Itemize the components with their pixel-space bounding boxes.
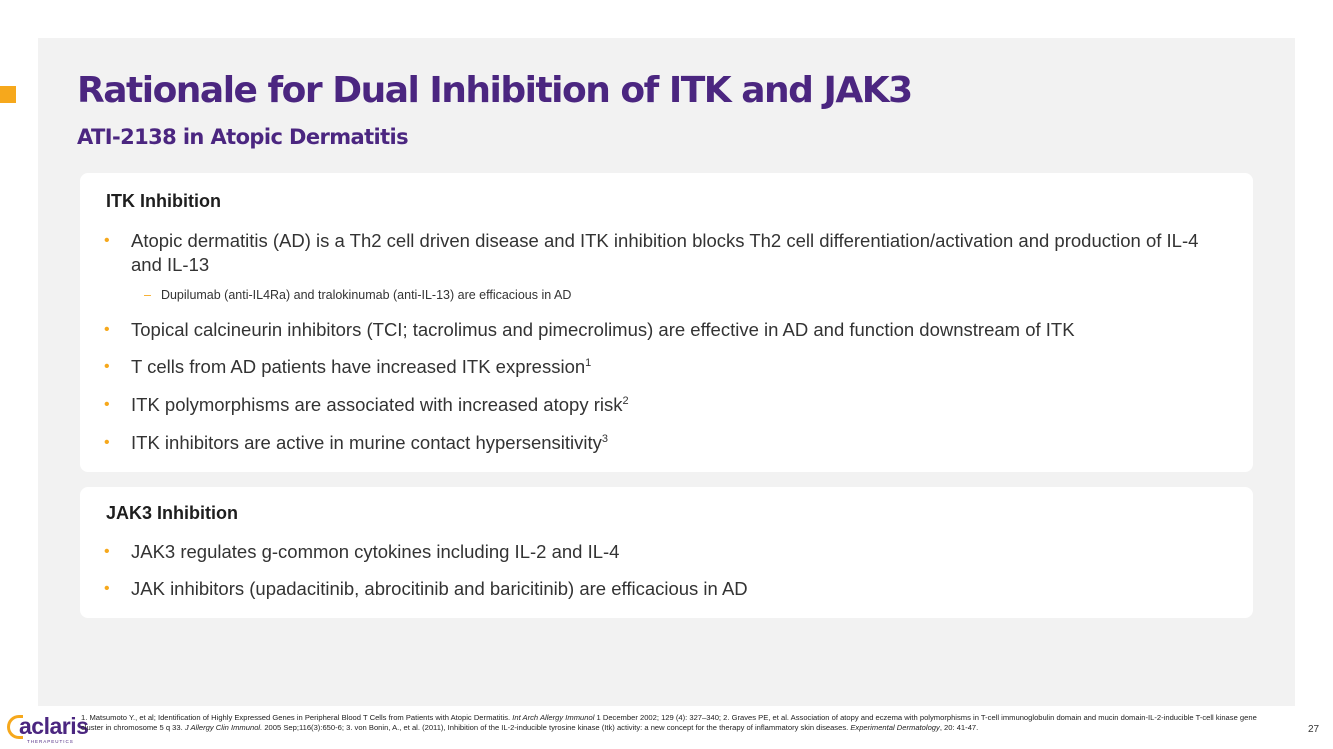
itk-bullet-1 bbox=[104, 229, 1224, 277]
footnote-journal: J Allergy Clin Immunol. bbox=[184, 723, 263, 732]
bullet-dot-icon: • bbox=[104, 358, 110, 375]
reference-superscript: 1 bbox=[585, 356, 592, 369]
itk-bullet-4 bbox=[104, 393, 1224, 417]
itk-inhibition-card bbox=[80, 173, 1253, 472]
itk-card-heading: ITK Inhibition bbox=[106, 191, 221, 211]
logo-wordmark: aclaris bbox=[19, 713, 89, 739]
itk-bullet-2 bbox=[104, 318, 1224, 342]
bullet-text: Atopic dermatitis (AD) is a Th2 cell driven disease and ITK inhibition blocks Th2 cell differentiation/activation and production of IL-4 and IL-13 bbox=[131, 230, 1199, 275]
bullet-text: ITK inhibitors are active in murine contact hypersensitivity bbox=[131, 432, 602, 453]
reference-superscript: 3 bbox=[601, 432, 609, 445]
footnote-text: 2005 Sep;116(3):650-6; 3. von Bonin, A., et al. (2011), Inhibition of the IL-2-inducible tyrosine kinase (Itk) activity: a new concept for the therapy of inflammatory skin diseases. bbox=[262, 723, 851, 732]
bullet-dot-icon: • bbox=[104, 580, 110, 597]
accent-tab bbox=[0, 86, 16, 103]
bullet-text: ITK polymorphisms are associated with increased atopy risk bbox=[131, 394, 623, 415]
footnote-text: 1 December 2002; 129 (4): 327–340; 2. Graves PE, et al. Association of atopy and eczema with polymorphisms in T-cell immunoglobulin domain and mucin domain-IL-2-inducible T-cell kinase gene cluster in chromosome 5 q 33. bbox=[81, 713, 1257, 732]
bullet-text: JAK3 regulates g-common cytokines including IL-2 and IL-4 bbox=[131, 541, 620, 562]
bullet-text: T cells from AD patients have increased ITK expression bbox=[131, 356, 586, 377]
jak3-bullet-1 bbox=[104, 540, 1224, 564]
itk-bullet-3 bbox=[104, 355, 1224, 379]
dash-icon: – bbox=[144, 288, 151, 302]
itk-bullet-5 bbox=[104, 431, 1224, 455]
aclaris-logo bbox=[7, 712, 89, 746]
jak3-card-heading: JAK3 Inhibition bbox=[106, 503, 238, 523]
jak3-bullet-2 bbox=[104, 577, 1224, 601]
reference-superscript: 2 bbox=[622, 394, 629, 407]
page-number: 27 bbox=[1308, 724, 1320, 735]
bullet-dot-icon: • bbox=[104, 396, 110, 413]
bullet-dot-icon: • bbox=[104, 321, 110, 338]
slide-title: Rationale for Dual Inhibition of ITK and JAK3 bbox=[77, 70, 912, 111]
bullet-dot-icon: • bbox=[104, 434, 110, 451]
bullet-dot-icon: • bbox=[104, 232, 110, 249]
bullet-text: Topical calcineurin inhibitors (TCI; tacrolimus and pimecrolimus) are effective in AD and function downstream of ITK bbox=[131, 319, 1075, 340]
bullet-dot-icon: • bbox=[104, 543, 110, 560]
references-footnote bbox=[81, 713, 1271, 733]
slide-subtitle: ATI-2138 in Atopic Dermatitis bbox=[77, 125, 409, 149]
logo-tagline: THERAPEUTICS bbox=[27, 739, 74, 744]
footnote-text: 1. Matsumoto Y., et al; Identification of Highly Expressed Genes in Peripheral Blood T Cells from Patients with Atopic Dermatitis. bbox=[81, 713, 513, 722]
itk-sub-bullet bbox=[144, 288, 571, 302]
footnote-text: , 20: 41-47. bbox=[939, 723, 979, 732]
jak3-inhibition-card bbox=[80, 487, 1253, 618]
bullet-text: JAK inhibitors (upadacitinib, abrocitinib and baricitinib) are efficacious in AD bbox=[131, 578, 748, 599]
footnote-journal: Experimental Dermatology bbox=[850, 723, 940, 732]
footnote-journal: Int Arch Allergy Immunol bbox=[512, 713, 595, 722]
sub-bullet-text: Dupilumab (anti-IL4Ra) and tralokinumab (anti-IL-13) are efficacious in AD bbox=[160, 288, 572, 302]
